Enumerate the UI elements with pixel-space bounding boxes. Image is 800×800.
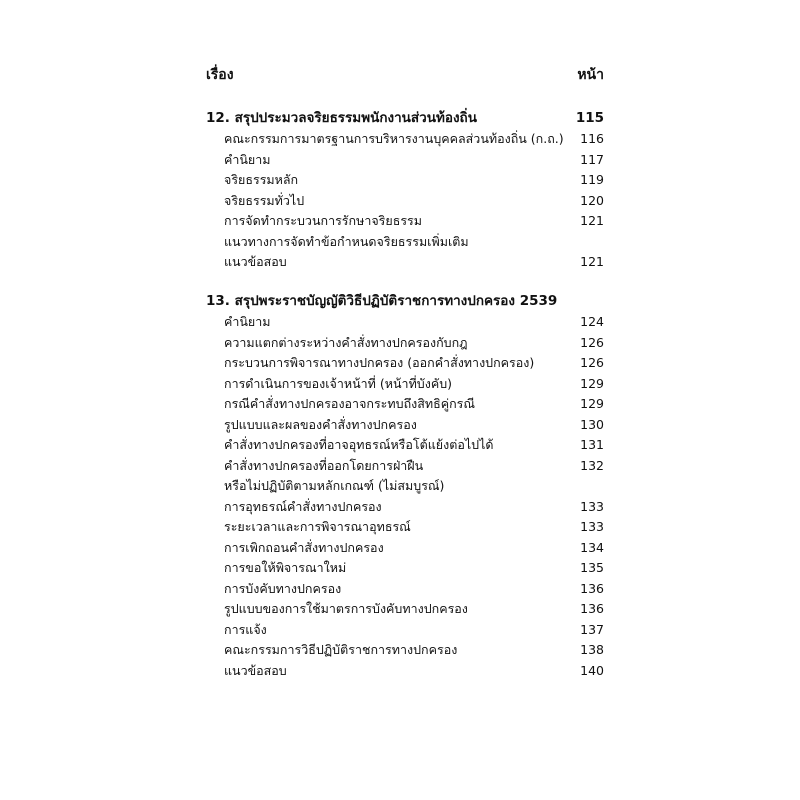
toc-entry [206,191,604,212]
section-title-page: 115 [575,110,604,126]
header-topic: เรื่อง [206,67,234,83]
toc-entry-page: 137 [580,621,604,637]
toc-entry-page: 136 [580,601,604,616]
toc-entry-page: 132 [580,457,604,473]
toc-entry-label: การดำเนินการของเจ้าหน้าที่ (หน้าที่บังคับ) [224,375,453,391]
toc-entry-page: 138 [580,642,604,657]
toc-entry-label: หรือไม่ปฏิบัติตามหลักเกณฑ์ (ไม่สมบูรณ์) [224,478,445,493]
toc-entry [206,150,604,171]
toc-entry-label: คำนิยาม [224,314,271,329]
toc-entry-page: 130 [580,416,604,432]
toc-entry [206,415,604,436]
toc-entry [206,599,604,620]
toc-entry [206,312,604,333]
toc-entry [206,620,604,641]
toc-entry [206,579,604,600]
toc-entry-label: จริยธรรมทั่วไป [224,192,305,208]
toc-entry-page: 126 [580,334,604,350]
toc-entry [206,640,604,661]
toc-entry-label: คำสั่งทางปกครองที่ออกโดยการฝ่าฝืน [224,457,424,473]
toc-entry-page: 124 [580,314,604,329]
toc-entry-label: การเพิกถอนคำสั่งทางปกครอง [224,539,384,555]
toc-entry-page: 117 [580,151,604,167]
toc-section-12 [206,107,604,273]
toc-entry-label: กระบวนการพิจารณาทางปกครอง (ออกคำสั่งทางปกครอง) [224,355,535,370]
toc-entry-page: 133 [580,498,604,514]
toc-entry [206,538,604,559]
toc-entry-page: 136 [580,580,604,596]
toc-entry-label: การขอให้พิจารณาใหม่ [224,560,347,575]
toc-entry-page: 134 [580,539,604,555]
toc-entry-label: ระยะเวลาและการพิจารณาอุทธรณ์ [224,519,411,534]
toc-entry-label: การจัดทำกระบวนการรักษาจริยธรรม [224,213,422,228]
section-title: 12. สรุปประมวลจริยธรรมพนักงานส่วนท้องถิ่น [206,110,477,126]
toc-entry-page: 121 [580,213,604,228]
toc-entry-label: การอุทธรณ์คำสั่งทางปกครอง [224,498,382,514]
toc-entry-page: 120 [580,192,604,208]
toc-entry-page: 135 [580,560,604,575]
toc-entry-label: รูปแบบของการใช้มาตรการบังคับทางปกครอง [224,601,468,616]
toc-entry [206,476,604,497]
toc-entry [206,497,604,518]
section-title-row [206,107,604,129]
toc-entry-label: คณะกรรมการวิธีปฏิบัติราชการทางปกครอง [224,642,458,657]
toc-entry [206,517,604,538]
toc-entry-label: คณะกรรมการมาตรฐานการบริหารงานบุคคลส่วนท้องถิ่น (ก.ถ.) [224,131,564,146]
toc-entry [206,661,604,682]
toc-entry-page: 119 [580,172,604,187]
toc-entry [206,170,604,191]
toc-entry [206,129,604,150]
toc-entry [206,558,604,579]
toc-entry-page: 140 [580,662,604,678]
toc-header [206,64,604,88]
section-title-row [206,290,604,312]
toc-entry-page: 129 [580,396,604,411]
toc-entry-page: 121 [580,254,604,269]
toc-entry-label: จริยธรรมหลัก [224,172,299,187]
toc-entry-label: คำสั่งทางปกครองที่อาจอุทธรณ์หรือโต้แย้งต่อไปได้ [224,437,494,452]
toc-entry [206,211,604,232]
toc-entry-label: แนวข้อสอบ [224,254,287,269]
toc-entry-label: กรณีคำสั่งทางปกครองอาจกระทบถึงสิทธิคู่กรณี [224,396,475,411]
toc-entry [206,394,604,415]
toc-entry-page: 131 [580,437,604,452]
toc-entry-label: คำนิยาม [224,151,271,167]
toc-entry [206,232,604,253]
toc-entry-label: รูปแบบและผลของคำสั่งทางปกครอง [224,416,417,432]
section-title: 13. สรุปพระราชบัญญัติวิธีปฏิบัติราชการทางปกครอง 2539 [206,293,558,309]
toc-entry-label: การแจ้ง [224,621,267,637]
toc-entry-label: ความแตกต่างระหว่างคำสั่งทางปกครองกับกฎ [224,334,468,350]
toc-section-13 [206,290,604,681]
toc-entry-page: 126 [580,355,604,370]
toc-entry-page: 116 [580,131,604,146]
toc-entry-label: การบังคับทางปกครอง [224,580,342,596]
toc-entry-label: แนวข้อสอบ [224,662,287,678]
toc-entry [206,456,604,477]
toc-entry [206,353,604,374]
toc-entry [206,252,604,273]
toc-entry [206,374,604,395]
toc-entry-page: 133 [580,519,604,534]
toc-entry [206,435,604,456]
toc-entry-page: 129 [580,375,604,391]
header-page: หน้า [577,67,604,83]
toc-entry-label: แนวทางการจัดทำข้อกำหนดจริยธรรมเพิ่มเติม [224,233,469,249]
toc-entry [206,333,604,354]
